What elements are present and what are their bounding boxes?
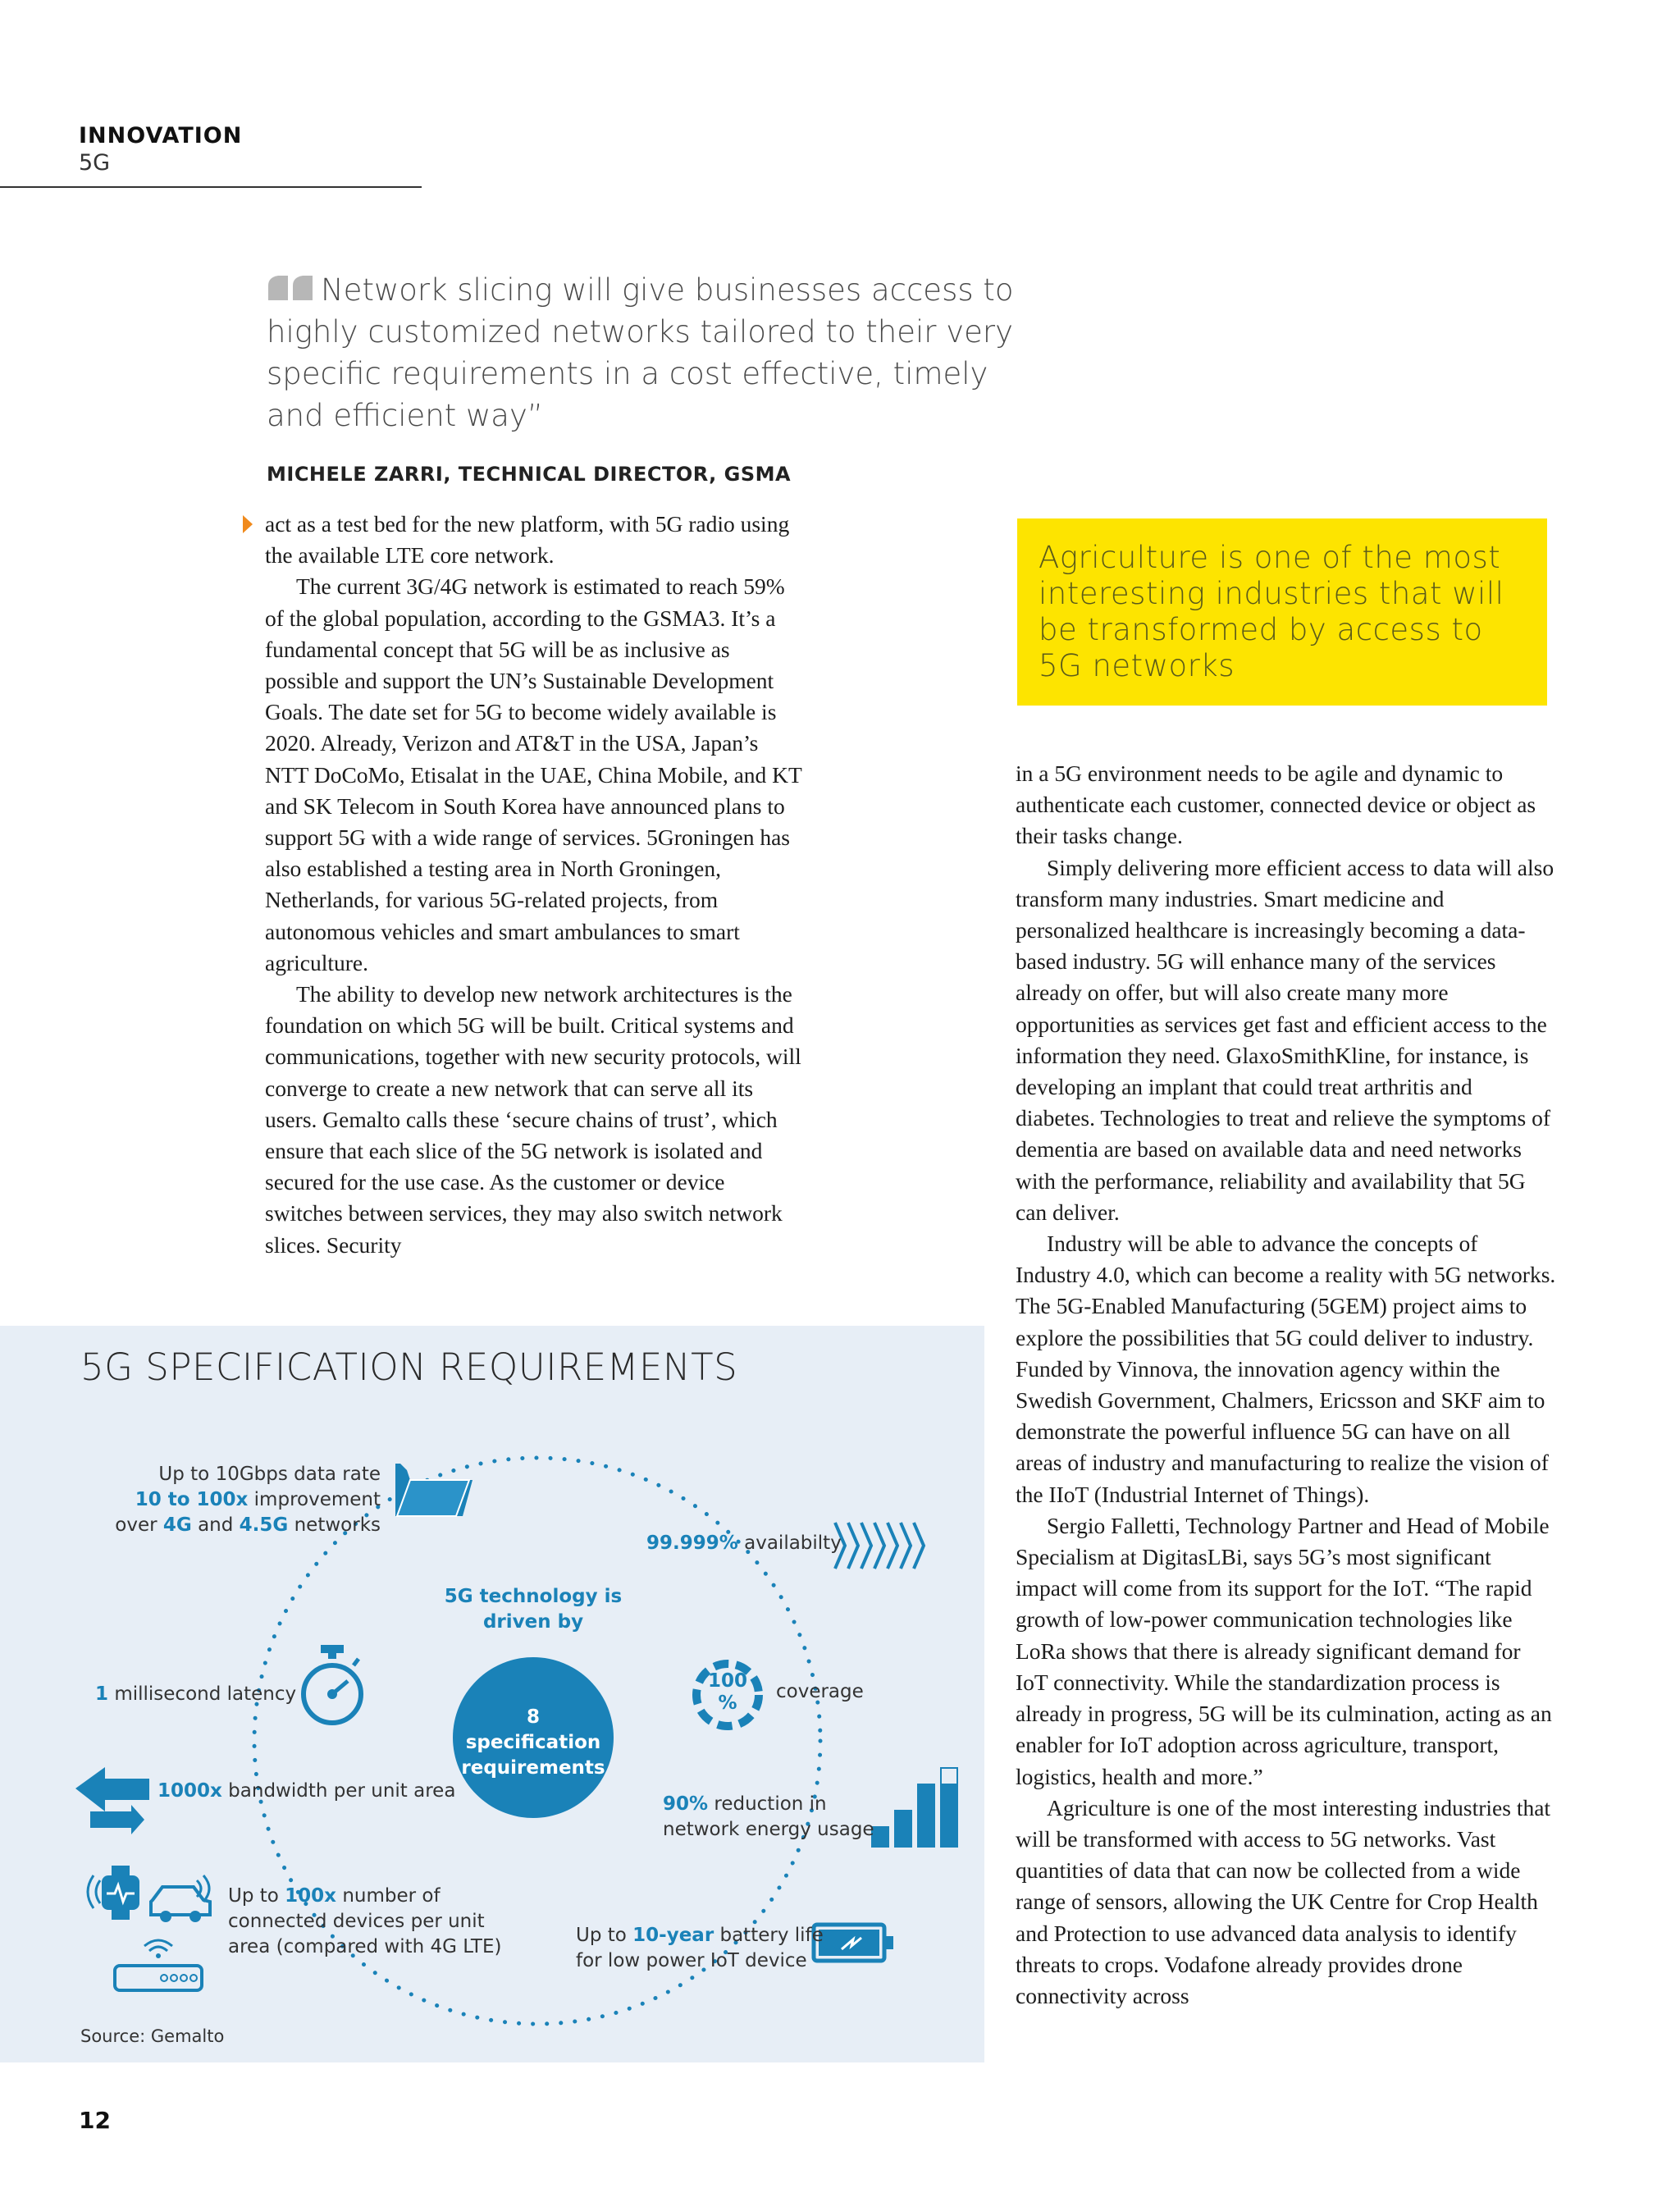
quote-marks-icon (267, 274, 316, 302)
router-icon (115, 1940, 202, 1990)
paragraph: The current 3G/4G network is estimated to reach 59% of the global population, according to the GSMA3. It’s a fundamental concept that 5G will be as inclusive as possible and support the UN’s Sustainable Development Goals. The date set for 5G to become widely available is 2020. Already, Verizon and AT&T in the USA, Japan’s NTT DoCoMo, Etisalat in the UAE, China Mobile, and KT and SK Telecom in South Korea have announced plans to support 5G with a wide range of services. 5Groningen has also established a testing area in North Groningen, Netherlands, for various 5G-related projects, from autonomous vehicles and smart ambulances to smart agriculture. (265, 573, 802, 975)
pull-quote (267, 269, 1054, 486)
energy-bars-icon (871, 1767, 958, 1848)
bandwidth-label: 1000x bandwidth per unit area (158, 1780, 456, 1802)
continuation-arrow-icon (243, 515, 253, 533)
infographic-title: 5G SPECIFICATION REQUIREMENTS (80, 1345, 738, 1389)
coverage-gauge-value: 100 % (707, 1670, 747, 1714)
data-rate-label: Up to 10Gbps data rate 10 to 100x improvement over 4G and 4.5G networks (115, 1464, 381, 1536)
paragraph: Sergio Falletti, Technology Partner and Head of Mobile Specialism at DigitasLBi, says 5G’s most significant impact will come from its support for the IoT. “The rapid growth of low-power communication technologies like LoRa shows that there is already significant demand for IoT connectivity. While the standardization process is already in progress, 5G will be its culmination, acting as an enabler for IoT adoption across agriculture, transport, logistics, health and more.” (1016, 1512, 1552, 1789)
center-heading: 5G technology is driven by (444, 1586, 623, 1633)
coverage-label: coverage (776, 1681, 864, 1702)
paragraph: act as a test bed for the new platform, with 5G radio using the available LTE core network. (265, 511, 790, 569)
battery-icon (814, 1925, 893, 1961)
paragraph: in a 5G environment needs to be agile and dynamic to authenticate each customer, connected device or object as their tasks change. (1016, 761, 1536, 849)
devices-label: Up to 100x number of connected devices per unit area (compared with 4G LTE) (228, 1885, 502, 1957)
bandwidth-arrows-icon (75, 1767, 149, 1834)
callout-text: Agriculture is one of the most interesting industries that will be transformed by access to 5G networks (1039, 540, 1504, 683)
folder-icon (395, 1464, 472, 1516)
body-column-right (1016, 758, 1557, 2012)
paragraph: Agriculture is one of the most interesting industries that will be transformed with access to 5G networks. Vast quantities of data that can now be collected from a wide range of sensors, allowing the UK Centre for Crop Health and Protection to use advanced data analysis to identify threats to crops. Vodafone already provides drone connectivity across (1016, 1794, 1551, 2008)
source-credit: Source: Gemalto (80, 2026, 225, 2046)
quote-author: MICHELE ZARRI, TECHNICAL DIRECTOR, GSMA (267, 463, 792, 486)
body-column-left (265, 509, 806, 1261)
page-number: 12 (79, 2107, 111, 2134)
header-divider (0, 186, 422, 188)
section-title: INNOVATION (79, 123, 243, 148)
paragraph: Industry will be able to advance the concepts of Industry 4.0, which can become a reality with 5G networks. The 5G-Enabled Manufacturing (5GEM) project aims to explore the possibilities that 5G could deliver to industry. Funded by Vinnova, the innovation agency within the Swedish Government, Chalmers, Ericsson and SKF aim to demonstrate the powerful influence 5G can have on all areas of industry and manufacturing to realize the vision of the IIoT (Industrial Internet of Things). (1016, 1231, 1556, 1507)
center-circle-label: 8 specification requirements (461, 1706, 605, 1779)
smartwatch-icon (88, 1866, 139, 1920)
chevrons-icon (835, 1523, 924, 1569)
energy-label: 90% reduction in network energy usage (663, 1793, 874, 1840)
stopwatch-icon (304, 1645, 361, 1723)
availability-label: 99.999% availabilty (646, 1533, 842, 1554)
section-subtitle: 5G (79, 150, 111, 176)
battery-label: Up to 10-year battery life for low power IoT device (576, 1925, 824, 1971)
paragraph: The ability to develop new network architectures is the foundation on which 5G will be built. Critical systems and communications, together with new security protocols, will converge to create a new network that can serve all its users. Gemalto calls these ‘secure chains of trust’, which ensure that each slice of the 5G network is isolated and secured for the use case. As the customer or device switches between services, they may also switch network slices. Security (265, 981, 801, 1258)
quote-text: Network slicing will give businesses access to highly customized networks tailored to their very specific requirements in a cost effective, timely and efficient way” (267, 272, 1014, 433)
latency-label: 1 millisecond latency (95, 1683, 297, 1705)
paragraph: Simply delivering more efficient access to data will also transform many industries. Smart medicine and personalized healthcare is increasingly becoming a data-based industry. 5G will enhance many of the services already on offer, but will also create many more opportunities as services get fast and efficient access to the information they need. GlaxoSmithKline, for instance, is developing an implant that could treat arthritis and diabetes. Technologies to treat and relieve the symptoms of dementia are based on available data and need networks with the performance, reliability and availability that 5G can deliver. (1016, 854, 1554, 1225)
highlight-callout (1017, 518, 1547, 706)
section-header (79, 123, 242, 176)
car-icon (151, 1875, 210, 1922)
